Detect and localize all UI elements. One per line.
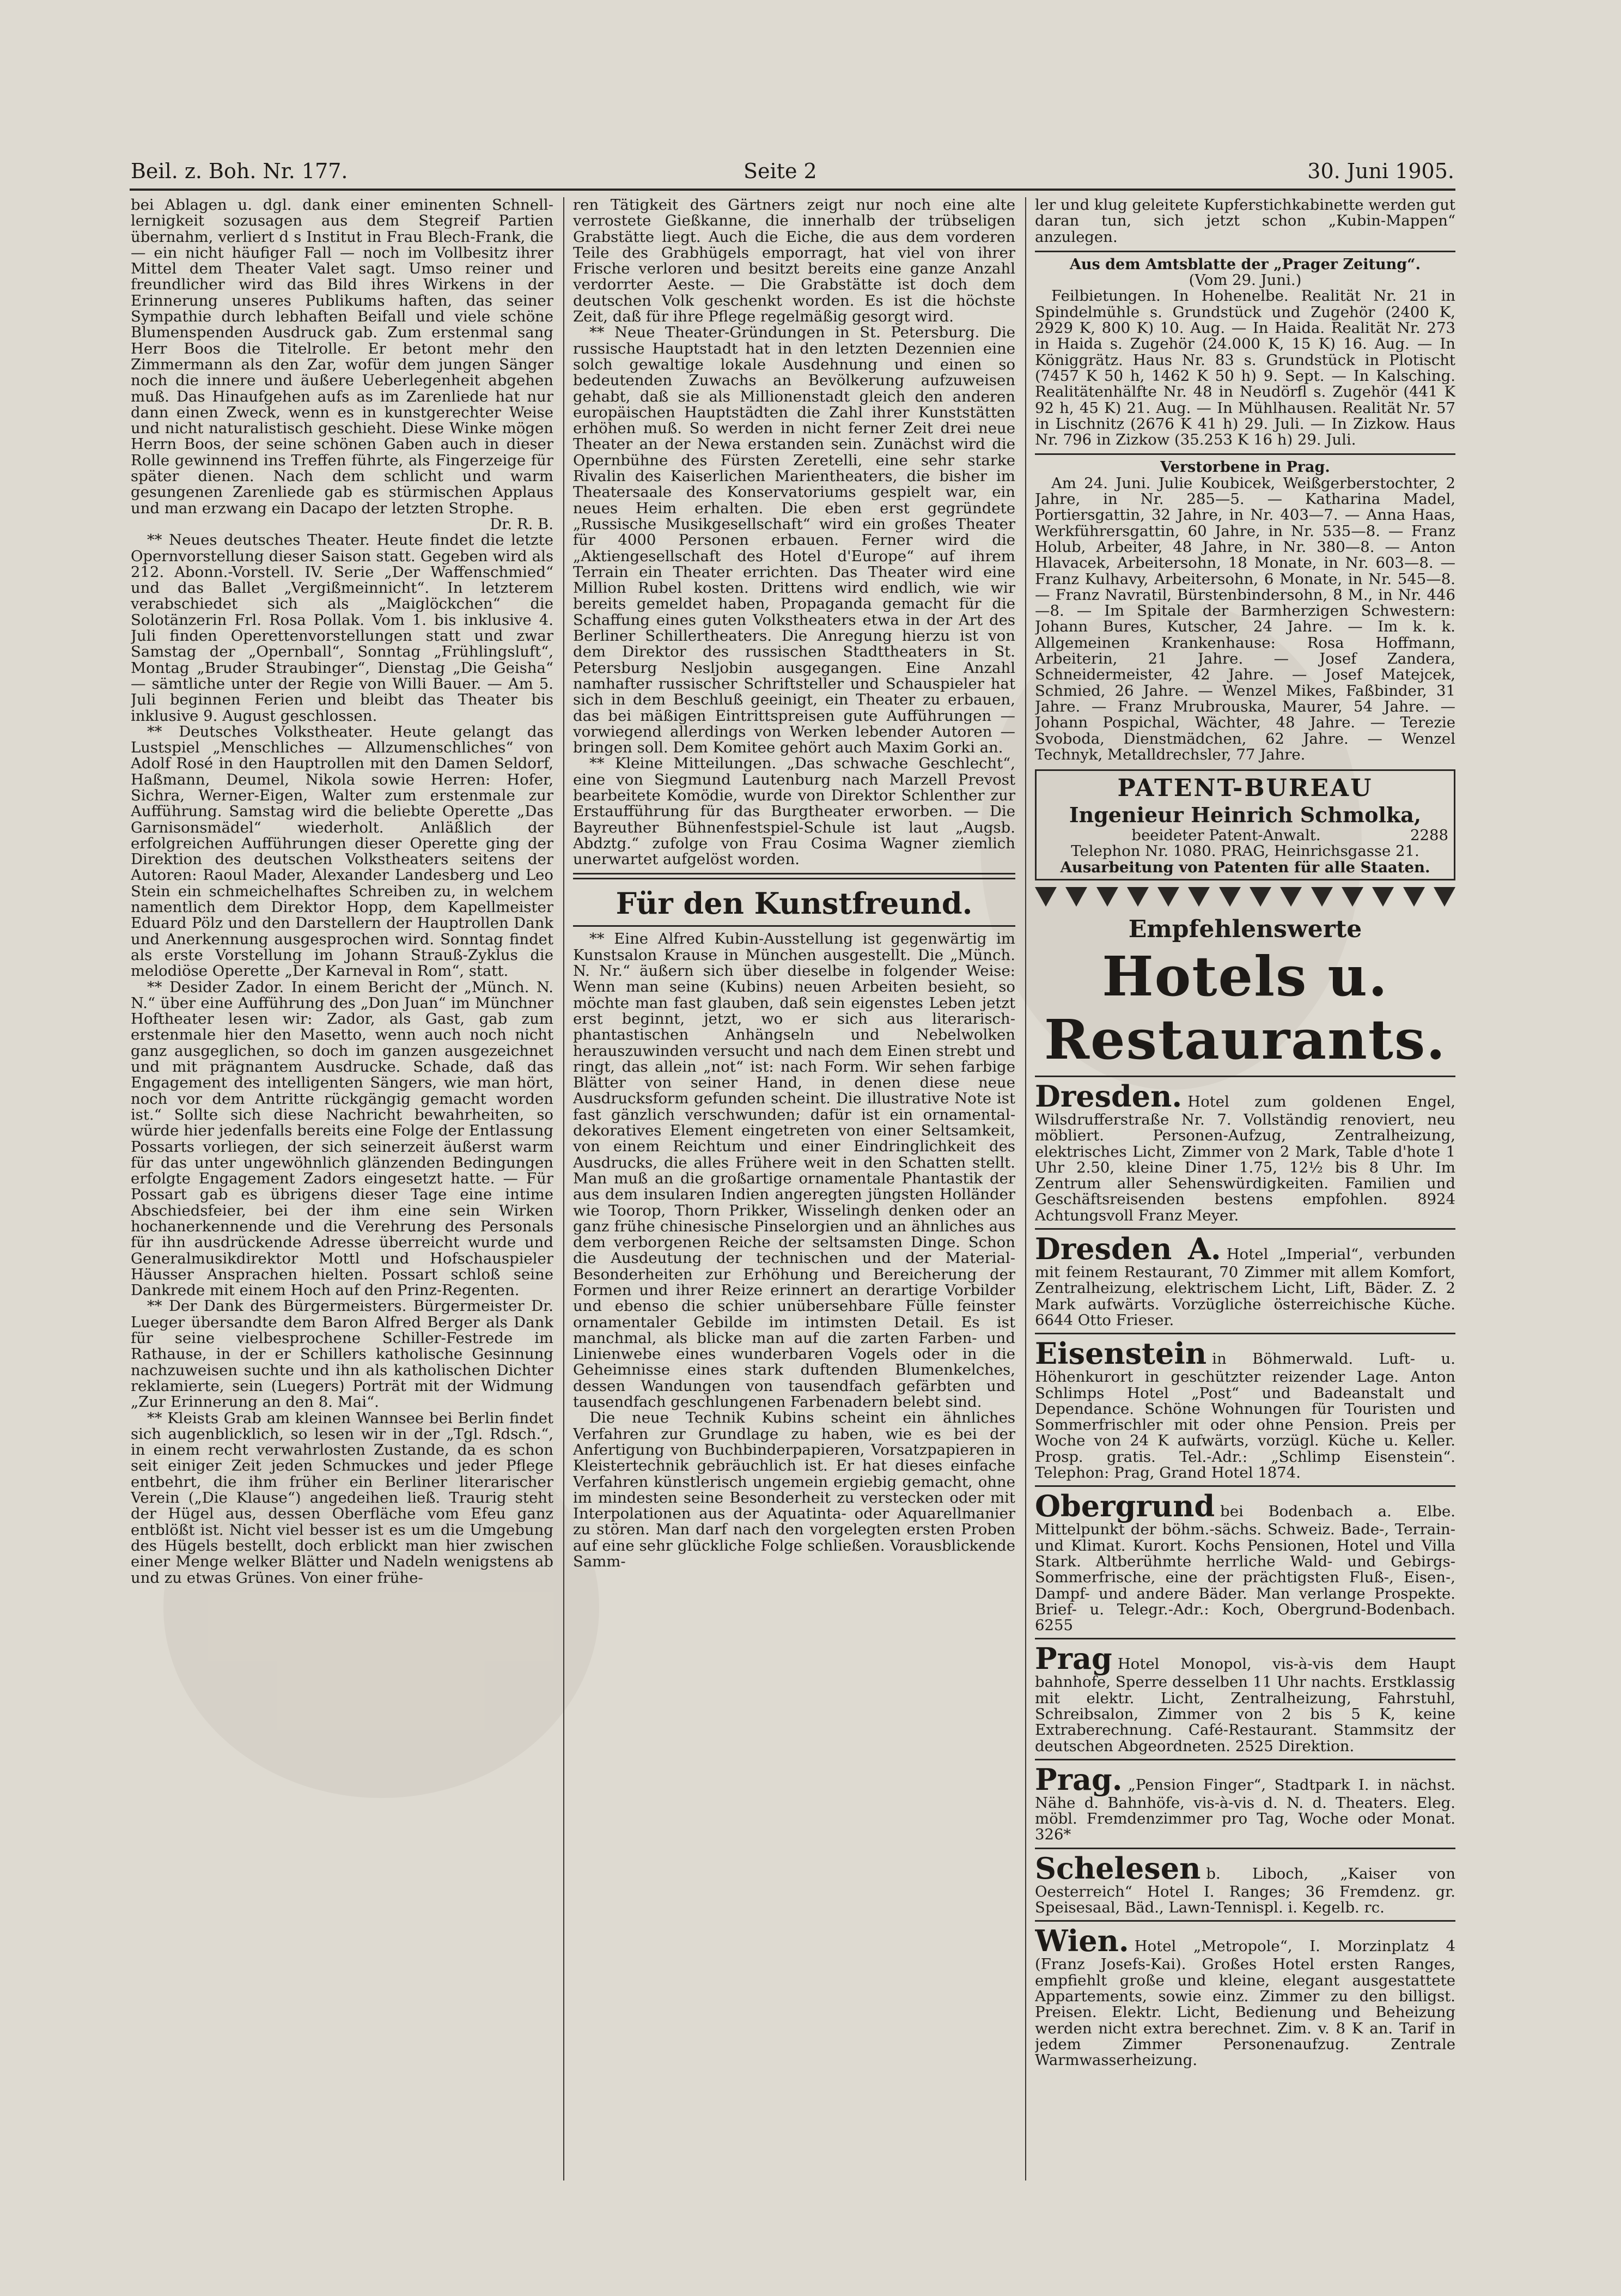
section-rule (573, 873, 1015, 879)
ad-city: Schelesen (1035, 1850, 1201, 1886)
rule (1035, 251, 1455, 252)
rule (1035, 453, 1455, 455)
article-desider-zador: ** Desider Zador. In einem Bericht der „Münch. N. N.“ über eine Aufführung des „Don Juan“ im Münchner Hoftheater lesen wir: Zador, als Gast, gab zum erstenmale hier den Masetto, wenn auch noch nicht ganz ausgeglichen, so doch im ganzen ausgezeichnet und mit prägnantem Ausdrucke. Schade, daß das Engagement des intelligenten Sängers, wie man hört, noch vor dem Antritte rückgängig gemacht worden ist.“ Sollte sich diese Nachricht bewahrheiten, so würde hier jedenfalls bereits eine Folge der Entlassung Possarts vorliegen, der sich seinerzeit äußerst warm für das unter ungewöhnlich glänzenden Bedingungen erfolgte Engagement Zadors eingesetzt hatte. — Für Possart gab es übrigens dieser Tage eine intime Abschiedsfeier, bei der ihm eine sein Wirken hochanerkennende und die Verehrung des Personals für ihn ausdrückende Adresse überreicht wurde und Generalmusikdirektor Mottl und Hofschauspieler Häusser Ansprachen hielten. Possart schloß seine Dankrede mit einem Hoch auf den Prinz-Regenten. (131, 978, 553, 1299)
article-kleine-mitteilungen: ** Kleine Mitteilungen. „Das schwache Geschlecht“, eine von Siegmund Lautenburg nach Marzell Prevost bearbeitete Komödie, wurde von Direktor Schlenther zur Erstaufführung für das Burgtheater erworben. — Die Bayreuther Bühnenfestspiel-Schule ist laut „Augsb. Abdztg.“ zufolge von Frau Cosima Wagner ziemlich unerwartet aufgelöst worden. (573, 755, 1015, 868)
ad-text: bei Bodenbach a. Elbe. Mittelpunkt der böhm.-sächs. Schweiz. Bade-, Terrain- und Klimat. Kurort. Kochs Pensionen, Hotel und Villa Stark. Altberühmte herrliche Wald- und Gebirgs-Sommerfrische, eine der prächtigsten Fluß-, Eisen-, Dampf- und andere Bäder. Man verlange Prospekte. Brief- u. Telegr.-Adr.: Koch, Obergrund-Bodenbach. 6255 (1035, 1503, 1455, 1635)
article-kleists-grab: ** Kleists Grab am kleinen Wannsee bei Berlin findet sich augenblicklich, so lesen wir in der „Tgl. Rdsch.“, in einem recht verwahrlosten Zustande, da es schon seit einiger Zeit jeden Schmuckes und jeder Pflege entbehrt, die ihm früher ein Berliner literarischer Verein („Die Klause“) angedeihen ließ. Traurig steht der Hügel aus, dessen Oberfläche vom Efeu ganz entblößt ist. Nicht viel besser ist es um die Umgebung des Hügels bestellt, doch erblickt man hier zwischen einer Menge welker Blätter und Nadeln wenigstens ab und zu etwas Grünes. Von einer frühe- (131, 1409, 553, 1587)
column-1 (131, 197, 553, 2191)
ad-city: Dresden. (1035, 1078, 1183, 1114)
ad-dresden-engel (1035, 1076, 1455, 1224)
ad-wien-metropole (1035, 1920, 1455, 2068)
ad-dresden-imperial (1035, 1228, 1455, 1328)
ad-obergrund (1035, 1485, 1455, 1633)
verstorbene-text: Am 24. Juni. Julie Koubicek, Weißgerberstochter, 2 Jahre, in Nr. 285—5. — Katharina Madel, Portiersgattin, 32 Jahre, in Nr. 403—7. — Anna Haas, Werkführersgattin, 60 Jahre, in Nr. 535—8. — Franz Holub, Arbeiter, 48 Jahre, in Nr. 380—8. — Anton Hlavacek, Arbeitersohn, 18 Monate, in Nr. 603—8. — Franz Kulhavy, Arbeitersohn, 6 Monate, in Nr. 545—8. — Franz Navratil, Bürstenbindersohn, 8 M., in Nr. 446—8. — Im Spitale der Barmherzigen Schwestern: Johann Bures, Kutscher, 24 Jahre. — Im k. k. Allgemeinen Krankenhause: Rosa Hoffmann, Arbeiterin, 21 Jahre. — Josef Zandera, Schneidermeister, 42 Jahre. — Josef Matejcek, Schmied, 26 Jahre. — Wenzel Mikes, Faßbinder, 31 Jahre. — Franz Mrubrouska, Maurer, 54 Jahre. — Johann Pospichal, Wächter, 48 Jahre. — Terezie Svoboda, Dienstmädchen, 62 Jahre. — Wenzel Technyk, Metalldrechsler, 77 Jahre. (1035, 474, 1455, 763)
ornament-border (1035, 887, 1455, 909)
verstorbene-title: Verstorbene in Prag. (1160, 459, 1330, 476)
column-divider-1 (563, 197, 564, 2180)
header-center: Seite 2 (744, 159, 817, 183)
article-signature: Dr. R. B. (490, 515, 553, 533)
article-text: ler und klug geleitete Kupferstichkabinette werden gut daran tun, sich jetzt schon „Kubin-Mappen“ anzulegen. (1035, 197, 1455, 246)
column-divider-2 (1025, 197, 1026, 2180)
patent-line1 (1042, 828, 1448, 843)
article-kubin-ausstellung: ** Eine Alfred Kubin-Ausstellung ist gegenwärtig im Kunstsalon Krause in München ausgestellt. Die „Münch. N. Nr.“ äußern sich über dieselbe in folgender Weise: Wenn man seine (Kubins) neuen Arbeiten besieht, so möchte man fast glauben, daß sein eigenstes Leben jetzt erst beginnt, jetzt, wo er sich aus literarisch-phantastischen Anhängseln und Nebelwolken herauszuwinden versucht und nach dem Einen strebt und ringt, das allein „not“ ist: nach Form. Wir sehen farbige Blätter von seiner Hand, in denen diese neue Ausdrucksform gefunden scheint. Die illustrative Note ist fast gänzlich verschwunden; dafür ist ein ornamental-dekoratives Element eingetreten von einer Seltsamkeit, von einem Reichtum und einer Eindringlichkeit des Ausdrucks, die alles Frühere weit in den Schatten stellt. Man muß an die großartige ornamentale Phantastik der aus dem insularen Indien angeregten jüngsten Holländer wie Toorop, Thorn Prikker, Wisselingh denken oder an ganz frühe chinesische Pinselorgien und an ähnliches aus dem verborgenen Reiche der seltsamsten Dinge. Schon die Ausdeutung der technischen und der Material-Besonderheiten zur Erhöhung und Bereicherung der Formen und ihrer Reize erinnert an derartige Vorbilder und ebenso die schier unübersehbare Fülle feinster ornamentaler Gebilde im intimsten Detail. Es ist manchmal, als blicke man auf die zarten Farben- und Linienwebe eines wunderbaren Vogels oder in die Geheimnisse eines stark duftenden Blumenkelches, dessen Wandungen von tausendfach gefärbten und tausendfach geschlungenen Farbenadern belebt sind. (573, 930, 1015, 1411)
section-rule-thin (573, 925, 1015, 927)
ad-text: Hotel zum goldenen Engel, Wilsdrufferstraße Nr. 7. Vollständig renoviert, neu möbliert. Personen-Aufzug, Zentralheizung, elektrisches Licht, Zimmer von 2 Mark, Table d'hote 1 Uhr 2.50, kleine Diner 1.75, 12½ bis 8 Uhr. Im Zentrum aller Sehenswürdigkeiten. Familien und Geschäftsreisenden bestens empfohlen. 8924 Achtungsvoll Franz Meyer. (1035, 1092, 1455, 1224)
article-petersburg-theater: ** Neue Theater-Gründungen in St. Petersburg. Die russische Hauptstadt hat in den letzten Dezennien eine solch gewaltige lokale Ausdehnung und einen so bedeutenden Zuwachs an Bevölkerung aufzuweisen gehabt, daß sie als Millionenstadt gleich den anderen europäischen Hauptstädten die Zahl ihrer Kunststätten erhöhen muß. So werden in nicht ferner Zeit drei neue Theater an der Newa erstanden sein. Zunächst wird die Opernbühne des Fürsten Zeretelli, eine sehr starke Rivalin des Kaiserlichen Marientheaters, die bisher im Theatersaale des Konservatoriums gespielt war, ein neues Heim erhalten. Die eben erst gegründete „Russische Musikgesellschaft“ wird ein großes Theater für 4000 Personen erbauen. Ferner wird die „Aktiengesellschaft des Hotel d'Europe“ auf ihrem Terrain ein Theater errichten. Das Theater wird eine Million Rubel kosten. Drittens wird endlich, wie wir bereits gemeldet haben, Propaganda gemacht für die Schaffung eines guten Volkstheaters etwa in der Art des Berliner Schillertheaters. Die Anregung hierzu ist von dem Direktor des russischen Stadttheaters in St. Petersburg Nesljobin ausgegangen. Eine Anzahl namhafter russischer Schriftsteller und Schauspieler hat sich in dem Beschluß geeinigt, ein Theater zu erbauen, das bei mäßigen Eintrittspreisen gute Aufführungen — vorwiegend allerdings von Werken lebender Autoren — bringen soll. Dem Komitee gehört auch Maxim Gorki an. (573, 324, 1015, 757)
patent-line3: Ausarbeitung von Patenten für alle Staaten. (1060, 858, 1430, 876)
ad-city: Prag (1035, 1641, 1112, 1677)
page-header (131, 159, 1454, 186)
article-deutsches-volkstheater: ** Deutsches Volkstheater. Heute gelangt das Lustspiel „Menschliches — Allzumenschliches“ von Adolf Rosé in den Hauptrollen mit den Damen Seldorf, Haßmann, Deumel, Nikola sowie Herren: Hofer, Sichra, Werner-Eigen, Walter zum erstenmale zur Aufführung. Samstag wird die beliebte Operette „Das Garnisonsmädel“ wiederholt. Anläßlich der erfolgreichen Aufführungen dieser Operette ging der Direktion des deutschen Volkstheaters seitens der Autoren: Raoul Mader, Alexander Landesberg und Leo Stein ein schmeichelhaftes Schreiben zu, in welchem namentlich dem Direktor Hopp, dem Kapellmeister Eduard Pölz und den Darstellern der Hauptrollen Dank und Anerkennung ausgesprochen wird. Sonntag findet als erste Vorstellung im Johann Strauß-Zyklus die melodiöse Operette „Der Karneval in Rom“, statt. (131, 722, 553, 980)
patent-number: 2288 (1410, 827, 1448, 845)
patent-title: PATENT-BUREAU (1117, 774, 1373, 803)
ad-city: Dresden A. (1035, 1231, 1221, 1267)
section-title: Für den Kunstfreund. (616, 886, 973, 921)
patent-bureau-ad (1035, 769, 1455, 880)
patent-line1-text: beeideter Patent-Anwalt. (1131, 827, 1321, 845)
ad-city: Obergrund (1035, 1489, 1215, 1524)
article-text: bei Ablagen u. dgl. dank einer eminenten Schnell-lernigkeit sozusagen aus dem Stegreif Partien übernahm, verliert d s Institut in Frau Blech-Frank, die — ein nicht häufiger Fall — noch im Vollbesitz ihrer Mittel dem Theater Valet sagt. Umso reiner und freundlicher wird das Bild ihres Wirkens in der Erinnerung unseres Publikums haften, das seiner Sympathie durch lebhaften Beifall und viele schöne Blumenspenden Ausdruck gab. Zum erstenmal sang Herr Boos die Titelrolle. Er betont mehr den Zimmermann als den Zar, wofür dem jungen Sänger noch die innere und äußere Ueberlegenheit abgehen muß. Das Hinaufgehen aufs as im Zarenliede hat nur dann einen Zweck, wenn es in kunstgerechter Weise und nicht naturalistisch geschieht. Diese Winke mögen Herrn Boos, der seine schönen Gaben auch in dieser Rolle gewinnend ins Treffen führte, als Fingerzeige für später dienen. Nach dem schlicht und warm gesungenen Zarenliede gab es stürmischen Applaus und man erzwang ein Dacapo der letzten Strophe. (131, 197, 553, 517)
ad-schelesen (1035, 1848, 1455, 1916)
article-kubin-technik: Die neue Technik Kubins scheint ein ähnliches Verfahren zur Grundlage zu haben, wie es bei der Anfertigung von Buchbinderpapieren, Vorsatzpapieren in Kleistertechnik gebräuchlich ist. Er hat dieses einfache Verfahren künstlerisch ungemein ergiebig gemacht, ohne im mindesten seine Besonderheit zu verstecken oder mit Interpolationen aus der Aquatinta- oder Aquarellmanier zu stören. Man darf nach den vorgelegten ersten Proben auf eine sehr glückliche Folge schließen. Vorausblickende Samm- (573, 1409, 1015, 1571)
ad-text: Hotel „Metropole“, I. Morzinplatz 4 (Franz Josefs-Kai). Großes Hotel ersten Ranges, empfiehlt große und kleine, elegant ausgestattete Appartements, sowie einz. Zimmer zu den billigst. Preisen. Elektr. Licht, Bedienung und Beheizung werden nicht extra berechnet. Zim. v. 8 K an. Tarif in jedem Zimmer Personenaufzug. Zentrale Warmwasserheizung. (1035, 1937, 1455, 2069)
patent-name: Ingenieur Heinrich Schmolka, (1069, 803, 1422, 828)
article-text: ren Tätigkeit des Gärtners zeigt nur noch eine alte verrostete Gießkanne, die innerhalb der trübseligen Grabstätte liegt. Auch die Eiche, die aus dem vorderen Teile des Grabhügels emporragt, hat viel von ihrer Frische verloren und besitzt bereits eine ganze Anzahl verdorrter Aeste. — Die Grabstätte ist doch dem deutschen Volk geschenkt worden. Es ist die höchste Zeit, daß für ihre Pflege regelmäßig gesorgt wird. (573, 197, 1015, 326)
empfehlenswerte-heading: Empfehlenswerte (1128, 915, 1362, 943)
ad-city: Eisenstein (1035, 1336, 1207, 1371)
header-left: Beil. z. Boh. Nr. 177. (131, 159, 348, 183)
ad-text: b. Liboch, „Kaiser von Oesterreich“ Hotel I. Ranges; 36 Fremdenz. gr. Speisesaal, Bäd., Lawn-Tennispl. i. Kegelb. rc. (1035, 1864, 1455, 1917)
column-3 (1035, 197, 1455, 2191)
header-rule (130, 189, 1455, 191)
ad-text: „Pension Finger“, Stadtpark I. in nächst. Nähe d. Bahnhöfe, vis-à-vis d. N. d. Theaters. Eleg. möbl. Fremdenzimmer pro Tag, Woche oder Monat. 326* (1035, 1776, 1455, 1844)
ad-prag-monopol (1035, 1638, 1455, 1754)
article-neues-deutsches-theater: ** Neues deutsches Theater. Heute findet die letzte Opernvorstellung dieser Saison statt. Gegeben wird als 212. Abonn.-Vorstell. IV. Serie „Der Waffenschmied“ und das Ballet „Vergißmeinnicht“. In letzterem verabschiedet sich als „Maiglöckchen“ die Solotänzerin Frl. Rosa Pollak. Vom 1. bis inklusive 4. Juli finden Operettenvorstellungen statt und zwar Samstag der „Opernball“, Sonntag „Frühlingsluft“, Montag „Bruder Straubinger“, Dienstag „Die Geisha“ — sämtliche unter der Regie von Willi Bauer. — Am 5. Juli beginnen Ferien und bleibt das Theater bis inklusive 9. August geschlossen. (131, 531, 553, 725)
amtsblatt-text: Feilbietungen. In Hohenelbe. Realität Nr. 21 in Spindelmühle s. Grundstück und Zugehör (2400 K, 2929 K, 800 K) 10. Aug. — In Haida. Realität Nr. 273 in Haida s. Zugehör (24.000 K, 15 K) 16. Aug. — In Königgrätz. Haus Nr. 83 s. Grundstück in Plotischt (7457 K 50 h, 1462 K 50 h) 9. Sept. — In Kalsching. Realitätenhälfte Nr. 48 in Neudörfl s. Zugehör (441 K 92 h, 45 K) 21. Aug. — In Mühlhausen. Realität Nr. 57 in Lischnitz (2676 K 41 h) 29. Juli. — In Zizkow. Haus Nr. 796 in Zizkow (35.253 K 16 h) 29. Juli. (1035, 287, 1455, 449)
patent-line2: Telephon Nr. 1080. PRAG, Heinrichsgasse 21. (1071, 842, 1419, 860)
ad-text: Hotel Monopol, vis-à-vis dem Haupt bahnhofe, Sperre desselben 11 Uhr nachts. Erstklassig mit elektr. Licht, Zentralheizung, Fahrstuhl, Schreibsalon, Zimmer von 2 bis 5 K, keine Extraberechnung. Café-Restaurant. Stammsitz der deutschen Abgeordneten. 2525 Direktion. (1035, 1655, 1455, 1755)
ad-text: Hotel „Imperial“, verbunden mit feinem Restaurant, 70 Zimmer mit allem Komfort, Zentralheizung, elektrischem Licht, Lift, Bäder. Z. 2 Mark aufwärts. Vorzügliche österreichische Küche. 6644 Otto Frieser. (1035, 1246, 1455, 1329)
amtsblatt-title: Aus dem Amtsblatte der „Prager Zeitung“. (1069, 256, 1421, 273)
hotels-heading: Hotels u. Restaurants. (1044, 944, 1447, 1072)
ad-text: in Böhmerwald. Luft- u. Höhenkurort in geschützter reizender Lage. Anton Schlimps Hotel „Post“ und Badeanstalt und Dependance. Schöne Wohnungen für Touristen und Sommerfrischler mit oder ohne Pension. Preis per Woche von 24 K aufwärts, vorzügl. Küche u. Keller. Prosp. gratis. Tel.-Adr.: „Schlimp Eisenstein“. Telephon: Prag, Grand Hotel 1874. (1035, 1350, 1455, 1482)
ad-eisenstein (1035, 1333, 1455, 1481)
amtsblatt-date: (Vom 29. Juni.) (1189, 271, 1302, 289)
ad-prag-pension (1035, 1759, 1455, 1843)
ad-city: Wien. (1035, 1923, 1129, 1959)
ad-city: Prag. (1035, 1762, 1123, 1797)
header-right: 30. Juni 1905. (1307, 159, 1454, 183)
article-dank-buergermeister: ** Der Dank des Bürgermeisters. Bürgermeister Dr. Lueger übersandte dem Baron Alfred Berger als Dank für seine vielbesprochene Schiller-Festrede im Rathause, in der er Schillers katholische Gesinnung nachzuweisen suchte und ihn als katholischen Dichter reklamierte, sein (Luegers) Porträt mit der Widmung „Zur Erinnerung an den 8. Mai“. (131, 1297, 553, 1411)
column-2 (573, 197, 1015, 2191)
